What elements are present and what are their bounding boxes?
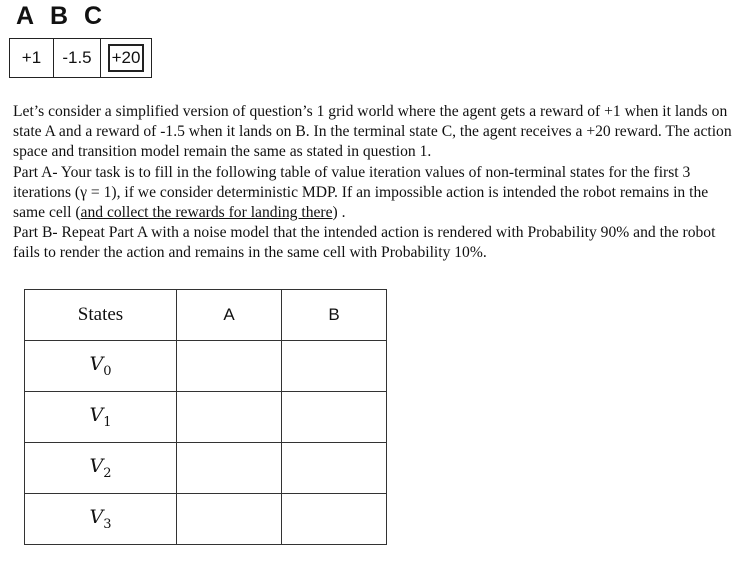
v-symbol: V	[89, 455, 104, 478]
grid-header-c: C	[84, 2, 103, 30]
grid-header-b: B	[50, 2, 69, 30]
intro-paragraph: Let’s consider a simplified version of question’s 1 grid world where the agent gets a reward of +1 when it lands on state A and a reward of -1.5 when it lands on B. In the terminal state C, the agent receives a +20 reward. The action space and transition model remain the same as stated in question 1.	[13, 103, 732, 161]
row-label-v1	[25, 392, 177, 443]
grid-world	[9, 38, 152, 78]
header-b: B	[282, 290, 387, 341]
v-symbol: V	[89, 404, 104, 427]
v-symbol: V	[89, 506, 104, 529]
grid-cell-a	[10, 39, 54, 77]
row-label-v0	[25, 341, 177, 392]
cell-v2-a	[177, 443, 282, 494]
value-iteration-table	[24, 289, 387, 545]
terminal-state-box	[108, 44, 145, 72]
part-a-underlined-text: and collect the rewards for landing there	[80, 204, 333, 222]
part-b-paragraph: Part B- Repeat Part A with a noise model that the intended action is rendered with Probability 90% and the robot fails to render the action and remains in the same cell with Probability 10%.	[13, 224, 716, 262]
grid-cell-b	[54, 39, 101, 77]
table-row	[25, 392, 387, 443]
cell-v1-b	[282, 392, 387, 443]
cell-v3-a	[177, 494, 282, 545]
v-symbol: V	[89, 353, 104, 376]
table-header-row	[25, 290, 387, 341]
grid-cell-c	[101, 39, 151, 77]
v-subscript: 2	[103, 465, 112, 481]
table-row	[25, 494, 387, 545]
header-states: States	[25, 290, 177, 341]
cell-v0-a	[177, 341, 282, 392]
v-subscript: 0	[103, 363, 112, 379]
row-label-v2	[25, 443, 177, 494]
cell-v3-b	[282, 494, 387, 545]
header-a: A	[177, 290, 282, 341]
part-a-text-end: ) .	[332, 204, 346, 222]
grid-cell-b-reward: -1.5	[62, 48, 92, 67]
grid-cell-c-reward: +20	[111, 48, 141, 67]
cell-v1-a	[177, 392, 282, 443]
cell-v0-b	[282, 341, 387, 392]
part-a-text: Part A- Your task is to fill in the following table of value iteration values of non-terminal states for the first 3 iterations (γ = 1), if we consider deterministic MDP. If an impossible action is intended the robot remains in the same cell (	[13, 163, 709, 222]
v-subscript: 3	[103, 516, 112, 532]
part-a-paragraph	[13, 163, 733, 224]
table-row	[25, 341, 387, 392]
v-subscript: 1	[103, 414, 112, 430]
grid-header-a: A	[16, 2, 35, 30]
problem-text	[13, 102, 733, 264]
cell-v2-b	[282, 443, 387, 494]
table-row	[25, 443, 387, 494]
row-label-v3	[25, 494, 177, 545]
grid-cell-a-reward: +1	[21, 48, 42, 67]
